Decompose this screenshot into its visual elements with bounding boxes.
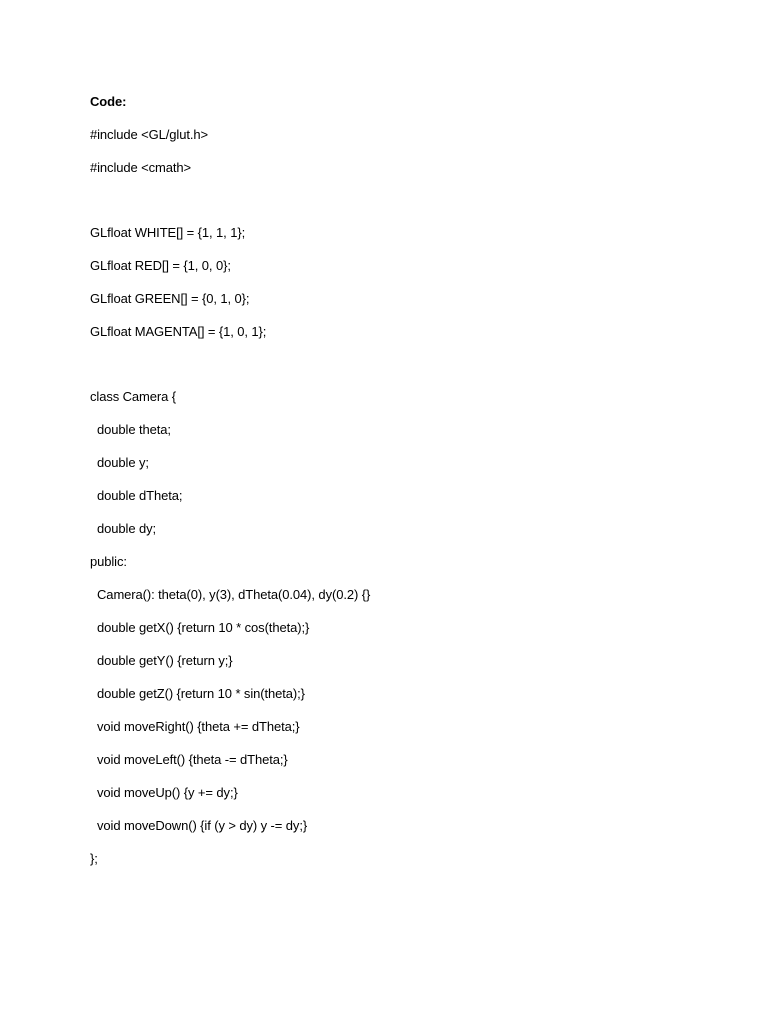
code-line: GLfloat GREEN[] = {0, 1, 0}; bbox=[90, 291, 250, 306]
code-line: }; bbox=[90, 851, 98, 866]
code-line: #include <cmath> bbox=[90, 160, 192, 175]
code-line: GLfloat RED[] = {1, 0, 0}; bbox=[90, 258, 231, 273]
code-line: public: bbox=[90, 554, 127, 569]
code-line: void moveDown() {if (y > dy) y -= dy;} bbox=[90, 818, 308, 833]
code-line: Camera(): theta(0), y(3), dTheta(0.04), dy(0.2) {} bbox=[90, 587, 371, 602]
code-line: double getZ() {return 10 * sin(theta);} bbox=[90, 686, 305, 701]
code-line-blank bbox=[90, 192, 730, 224]
code-line: double y; bbox=[90, 455, 149, 470]
code-line: class Camera { bbox=[90, 389, 177, 404]
code-line: void moveUp() {y += dy;} bbox=[90, 785, 238, 800]
code-line: GLfloat WHITE[] = {1, 1, 1}; bbox=[90, 225, 246, 240]
code-line: void moveRight() {theta += dTheta;} bbox=[90, 719, 300, 734]
code-line: double theta; bbox=[90, 422, 171, 437]
code-block bbox=[90, 93, 730, 883]
code-line-blank bbox=[90, 356, 730, 388]
code-line: GLfloat MAGENTA[] = {1, 0, 1}; bbox=[90, 324, 267, 339]
code-line: double dTheta; bbox=[90, 488, 183, 503]
code-line: #include <GL/glut.h> bbox=[90, 127, 208, 142]
code-line: double getY() {return y;} bbox=[90, 653, 233, 668]
code-line: void moveLeft() {theta -= dTheta;} bbox=[90, 752, 288, 767]
code-line: double getX() {return 10 * cos(theta);} bbox=[90, 620, 310, 635]
code-line: double dy; bbox=[90, 521, 157, 536]
code-heading: Code: bbox=[90, 94, 127, 109]
